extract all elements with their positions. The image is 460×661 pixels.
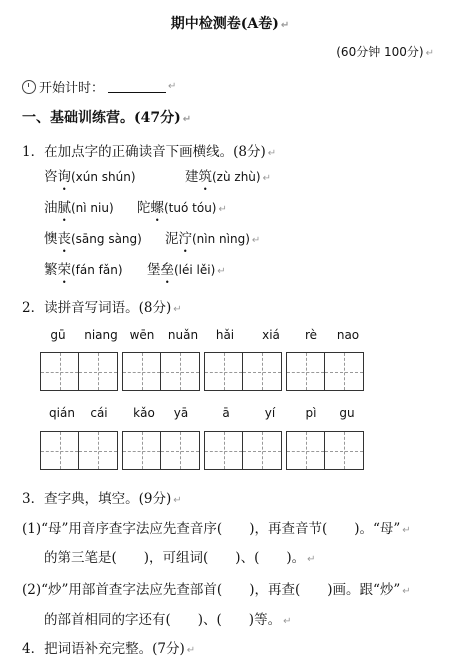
pinyin-syllable: qián [49, 406, 75, 420]
word-box[interactable] [122, 352, 200, 391]
tian-zi-cell[interactable] [286, 431, 325, 470]
q1-pinyin-options[interactable]: (zù zhù) [212, 170, 261, 184]
tian-zi-cell[interactable] [161, 431, 200, 470]
question-1: 1．在加点字的正确读音下画横线。(8分) ↵ [22, 144, 277, 160]
word-box[interactable] [204, 431, 282, 470]
q1-word: 建筑 [185, 169, 212, 185]
q1-word: 堡垒 [147, 262, 174, 278]
time-blank[interactable] [108, 80, 166, 93]
tian-zi-cell[interactable] [204, 431, 243, 470]
clock-icon [22, 80, 36, 94]
tian-zi-cell[interactable] [122, 431, 161, 470]
tian-zi-cell[interactable] [122, 352, 161, 391]
section-heading: 一、基础训练营。(47分) ↵ [22, 110, 192, 126]
page-title: 期中检测卷(A卷) ↵ [170, 16, 290, 32]
pinyin-syllable: ā [222, 406, 230, 420]
tian-zi-cell[interactable] [79, 431, 118, 470]
q1-pinyin-options[interactable]: (nì niu) [71, 201, 114, 215]
q1-item [44, 258, 123, 278]
writing-grid-1 [40, 352, 364, 391]
word-box[interactable] [286, 431, 364, 470]
pinyin-syllable: yā [173, 406, 189, 420]
q1-item [44, 165, 136, 185]
pinyin-syllable: pì [305, 406, 317, 420]
pinyin-syllable: xiá [262, 328, 280, 342]
q1-item: 建筑(zù zhù) ↵ [185, 169, 271, 185]
q1-item: 堡垒(léi lěi) ↵ [147, 262, 226, 278]
q1-item [44, 227, 142, 247]
word-box[interactable] [40, 431, 118, 470]
tian-zi-cell[interactable] [325, 352, 364, 391]
pinyin-syllable: wēn [129, 328, 155, 342]
tian-zi-cell[interactable] [286, 352, 325, 391]
q3-part1-line2: 的第三笔是( )，可组词( )、( )。 ↵ [44, 550, 316, 566]
word-box[interactable] [40, 352, 118, 391]
word-box[interactable] [204, 352, 282, 391]
tian-zi-cell[interactable] [325, 431, 364, 470]
q1-pinyin-options[interactable]: (fán fǎn) [71, 263, 123, 277]
word-box[interactable] [122, 431, 200, 470]
q3-part1-line1: (1)“母”用音序查字法应先查音序( )，再查音节( )。“母” ↵ [22, 521, 411, 537]
q1-word: 咨询 [44, 169, 71, 185]
pinyin-syllable: hǎi [215, 328, 235, 342]
tian-zi-cell[interactable] [243, 431, 282, 470]
q1-pinyin-options[interactable]: (tuó tóu) [164, 201, 217, 215]
tian-zi-cell[interactable] [40, 352, 79, 391]
pinyin-syllable: kǎo [133, 406, 155, 420]
q3-part2-line1: (2)“炒”用部首查字法应先查部首( )，再查( )画。跟“炒” ↵ [22, 582, 411, 598]
pinyin-syllable: cái [90, 406, 108, 420]
pinyin-syllable: gu [339, 406, 355, 420]
question-4: 4．把词语补充完整。(7分) ↵ [22, 641, 196, 657]
question-2: 2．读拼音写词语。(8分) ↵ [22, 300, 182, 316]
q1-pinyin-options[interactable]: (xún shún) [71, 170, 136, 184]
tian-zi-cell[interactable] [204, 352, 243, 391]
pinyin-syllable: nuǎn [167, 328, 199, 342]
pinyin-row-2 [0, 406, 460, 422]
q1-pinyin-options[interactable]: (nìn nìng) [192, 232, 250, 246]
tian-zi-cell[interactable] [243, 352, 282, 391]
q1-item [44, 196, 114, 216]
q1-word: 陀螺 [137, 200, 164, 216]
q1-item: 泥泞(nìn nìng) ↵ [165, 231, 261, 247]
tian-zi-cell[interactable] [40, 431, 79, 470]
q1-item: 陀螺(tuó tóu) ↵ [137, 200, 227, 216]
q3-part2-line2: 的部首相同的字还有( )、( )等。 ↵ [44, 612, 292, 628]
tian-zi-cell[interactable] [161, 352, 200, 391]
tian-zi-cell[interactable] [79, 352, 118, 391]
pinyin-row-1 [0, 328, 460, 344]
word-box[interactable] [286, 352, 364, 391]
q1-pinyin-options[interactable]: (léi lěi) [174, 263, 216, 277]
q1-pinyin-options[interactable]: (sāng sàng) [71, 232, 142, 246]
pinyin-syllable: gū [50, 328, 66, 342]
q1-word: 懊丧 [44, 231, 71, 247]
pinyin-syllable: nao [336, 328, 360, 342]
q1-word: 繁荣 [44, 262, 71, 278]
writing-grid-2 [40, 431, 364, 470]
pinyin-syllable: yí [264, 406, 276, 420]
q1-word: 油腻 [44, 200, 71, 216]
pinyin-syllable: rè [304, 328, 318, 342]
pinyin-syllable: niang [84, 328, 118, 342]
q1-word: 泥泞 [165, 231, 192, 247]
start-timer: 开始计时： ↵ [22, 77, 176, 96]
time-limit: (60分钟 100分) ↵ [336, 45, 434, 59]
question-3: 3．查字典，填空。(9分) ↵ [22, 491, 182, 507]
